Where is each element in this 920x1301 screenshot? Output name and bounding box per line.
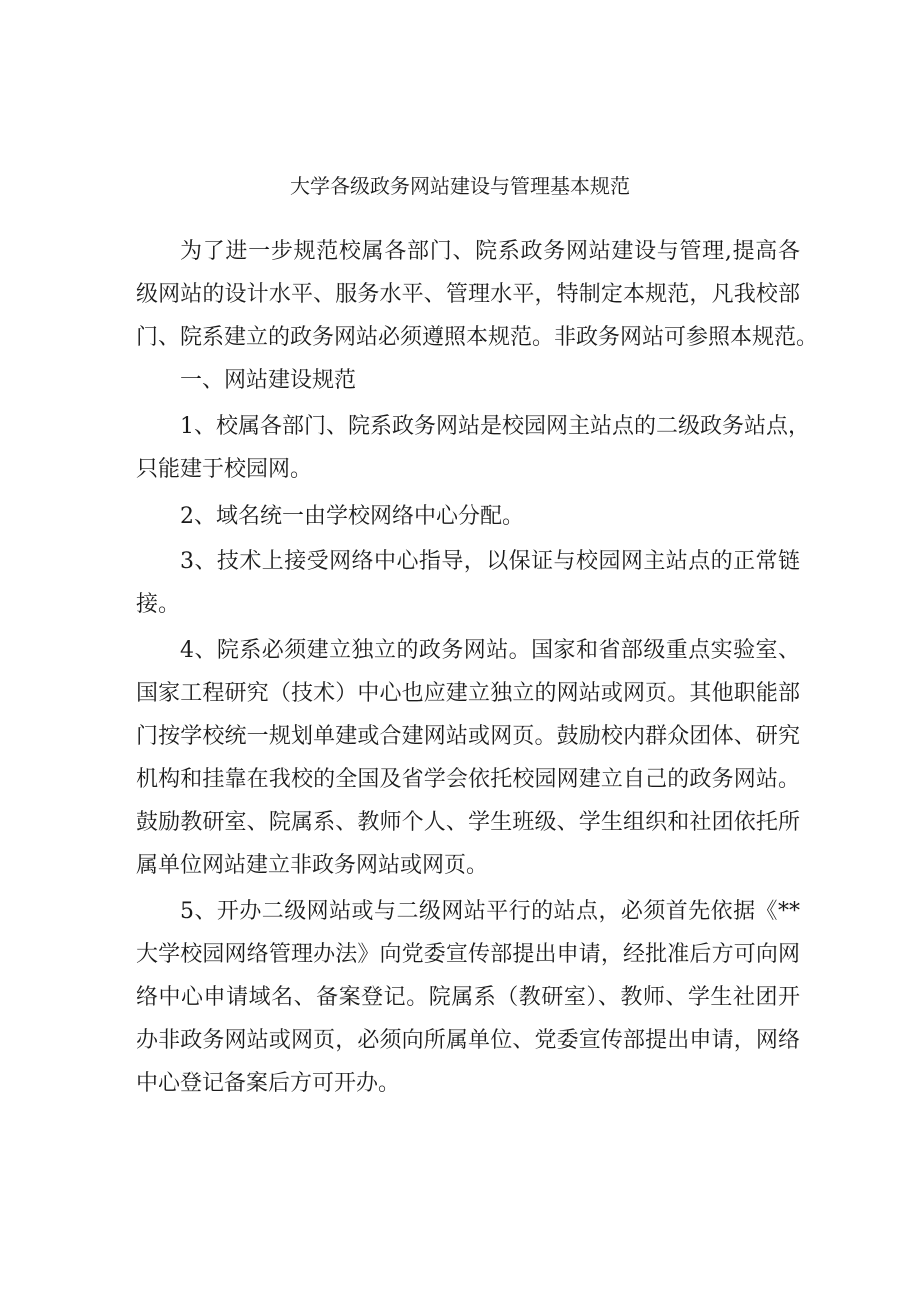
text-line: 只能建于校园网。 <box>136 457 313 482</box>
text-line: 接。 <box>136 592 181 617</box>
text-line: 3、技术上接受网络中心指导，以保证与校园网主站点的正常链 <box>180 549 800 574</box>
text-line: 属单位网站建立非政务网站或网页。 <box>136 853 489 878</box>
section-heading: 一、网站建设规范 <box>180 368 357 393</box>
text-line: 鼓励教研室、院属系、教师个人、学生班级、学生组织和社团依托所 <box>136 810 800 835</box>
text-line: 络中心申请域名、备案登记。院属系（教研室）、教师、学生社团开 <box>136 985 800 1010</box>
text-line: 4、院系必须建立独立的政务网站。国家和省部级重点实验室、 <box>180 638 800 663</box>
text-line: 为了进一步规范校属各部门、院系政务网站建设与管理,提高各 <box>180 239 800 264</box>
document-title: 大学各级政务网站建设与管理基本规范 <box>290 174 630 198</box>
text-line: 国家工程研究（技术）中心也应建立独立的网站或网页。其他职能部 <box>136 681 800 706</box>
text-line: 办非政务网站或网页，必须向所属单位、党委宣传部提出申请，网络 <box>136 1028 800 1053</box>
text-line: 机构和挂靠在我校的全国及省学会依托校园网建立自己的政务网站。 <box>136 767 800 792</box>
text-line: 大学校园网络管理办法》向党委宣传部提出申请，经批准后方可向网 <box>136 942 800 967</box>
text-line: 级网站的设计水平、服务水平、管理水平，特制定本规范，凡我校部 <box>136 282 800 307</box>
text-line: 5、开办二级网站或与二级网站平行的站点，必须首先依据《** <box>180 899 800 924</box>
text-line: 中心登记备案后方可开办。 <box>136 1071 401 1096</box>
text-line: 门按学校统一规划单建或合建网站或网页。鼓励校内群众团体、研究 <box>136 724 800 749</box>
text-line: 2、域名统一由学校网络中心分配。 <box>180 504 524 529</box>
text-line: 门、院系建立的政务网站必须遵照本规范。非政务网站可参照本规范。 <box>136 325 819 350</box>
text-line: 1、校属各部门、院系政务网站是校园网主站点的二级政务站点， <box>180 414 810 439</box>
